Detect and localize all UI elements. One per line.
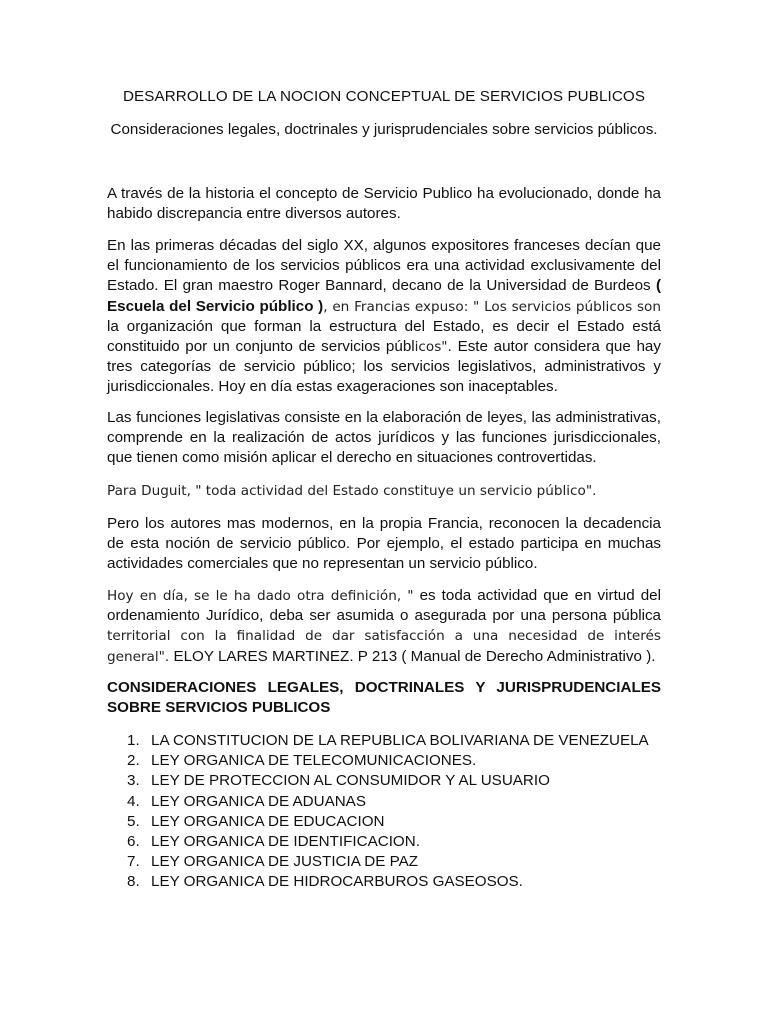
list-item-number: 4. [127, 792, 140, 810]
paragraph-6-part-c: territorial con la finalidad de dar satisfacción a una necesidad de interés general". [107, 628, 661, 665]
document-title: DESARROLLO DE LA NOCION CONCEPTUAL DE SERVICIOS PUBLICOS [122, 88, 646, 105]
list-item-text: LEY ORGANICA DE IDENTIFICACION. [151, 833, 420, 851]
list-item-text: LEY ORGANICA DE JUSTICIA DE PAZ [151, 853, 418, 871]
list-item-number: 1. [127, 732, 140, 749]
list-item-number: 5. [127, 812, 140, 830]
list-item-text: LEY ORGANICA DE TELECOMUNICACIONES. [151, 752, 477, 770]
paragraph-5: Pero los autores mas modernos, en la propia Francia, reconocen la decadencia de esta noción de servicio público. Por ejemplo, el estado participa en muchas actividades comerciales que no representan un servicio público. [107, 515, 661, 573]
list-item-number: 6. [127, 833, 140, 851]
paragraph-6-citation: ELOY LARES MARTINEZ. P 213 ( Manual de Derecho Administrativo ). [173, 647, 656, 665]
list-item [107, 812, 661, 832]
document-subtitle: Consideraciones legales, doctrinales y jurisprudenciales sobre servicios públicos. [110, 121, 658, 138]
section-heading: CONSIDERACIONES LEGALES, DOCTRINALES Y JURISPRUDENCIALES SOBRE SERVICIOS PUBLICOS [107, 679, 661, 717]
paragraph-3: Las funciones legislativas consiste en la elaboración de leyes, las administrativas, comprende en la realización de actos jurídicos y las funciones jurisdiccionales, que tienen como misión aplicar el derecho en situaciones controvertidas. [107, 409, 661, 467]
list-item-number: 8. [127, 873, 140, 891]
list-item [107, 751, 661, 771]
paragraph-1: A través de la historia el concepto de Servicio Publico ha evolucionado, donde ha habido discrepancia entre diversos autores. [107, 185, 661, 223]
paragraph-4: Para Duguit, " toda actividad del Estado constituye un servicio público". [107, 483, 597, 499]
list-item [107, 872, 661, 892]
list-item-text: LEY DE PROTECCION AL CONSUMIDOR Y AL USUARIO [151, 772, 550, 790]
list-item-number: 3. [127, 772, 140, 790]
list-item [107, 792, 661, 812]
list-item [107, 771, 661, 791]
paragraph-2-part-c: , en Francias expuso: " Los servicios públicos son [323, 298, 661, 315]
paragraph-2-part-f: Este autor considera que hay tres categorías de servicio público; los servicios legislativos, administrativos y jurisdiccionales. Hoy en día estas exageraciones son inaceptables. [107, 338, 661, 396]
paragraph-2 [107, 236, 661, 398]
paragraph-2-part-a: En las primeras décadas del siglo XX, algunos expositores franceses decían que el funcionamiento de los servicios públicos era una actividad exclusivamente del Estado. El gran maestro Roger Bannard, decano de la Universidad de Burdeos [107, 237, 661, 295]
paragraph-2-part-e: icos". [414, 339, 452, 356]
list-item-number: 7. [127, 853, 140, 871]
paragraph-2-part-d: la organización que forman la estructura del Estado, es decir el Estado está constituido por un conjunto de servicios públ [107, 317, 661, 356]
list-item [107, 731, 661, 751]
list-item [107, 852, 661, 872]
list-item [107, 832, 661, 852]
paragraph-6 [107, 586, 661, 667]
list-item-text: LEY ORGANICA DE EDUCACION [151, 812, 385, 830]
paragraph-2-school: ( Escuela del Servicio público ) [107, 277, 661, 315]
list-item-text: LEY ORGANICA DE HIDROCARBUROS GASEOSOS. [151, 873, 523, 891]
paragraph-6-part-a: Hoy en día, se le ha dado otra definición, " [107, 588, 414, 604]
list-item-number: 2. [127, 752, 140, 770]
list-item-text: LA CONSTITUCION DE LA REPUBLICA BOLIVARIANA DE VENEZUELA [151, 732, 649, 749]
paragraph-6-part-b: es toda actividad que en virtud del ordenamiento Jurídico, deba ser asumida o asegurada por una persona pública [107, 587, 661, 625]
laws-list [107, 731, 661, 893]
list-item-text: LEY ORGANICA DE ADUANAS [151, 792, 366, 810]
